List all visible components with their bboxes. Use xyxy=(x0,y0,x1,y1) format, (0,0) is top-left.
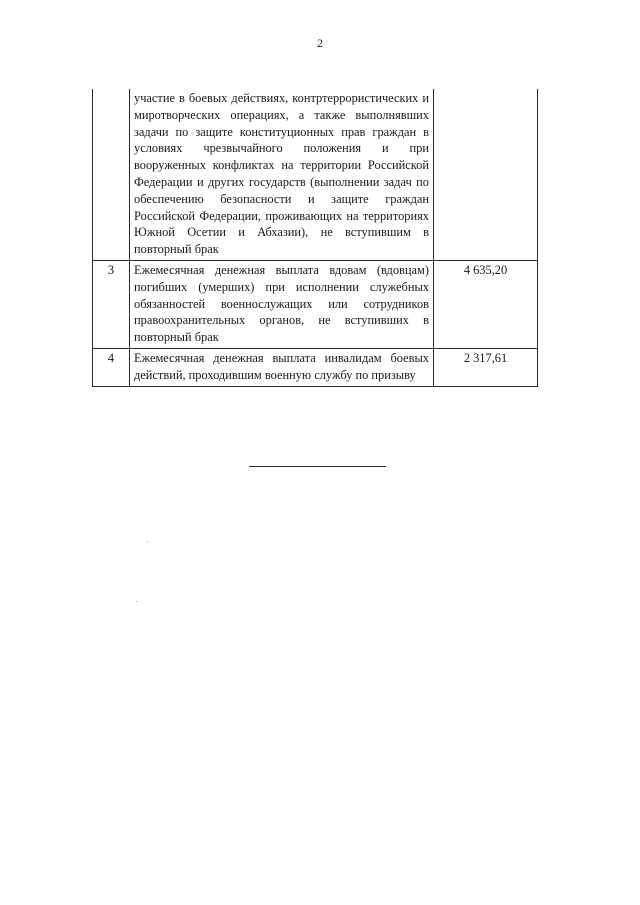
page-number: 2 xyxy=(317,36,323,50)
row-number-cell xyxy=(93,89,130,260)
row-number-cell: 4 xyxy=(93,348,130,386)
table-row xyxy=(93,89,538,260)
row-number-cell: 3 xyxy=(93,260,130,348)
table-row xyxy=(93,260,538,348)
row-description-cell: Ежемесячная денежная выплата вдовам (вдовцам) погибших (умерших) при исполнении служебных обязанностей военнослужащих или сотрудников правоохранительных органов, не вступивших в повторный брак xyxy=(130,260,434,348)
row-amount-cell xyxy=(434,89,538,260)
benefits-table xyxy=(92,89,538,387)
scan-speck xyxy=(147,541,148,542)
table-row xyxy=(93,348,538,386)
row-amount-cell: 4 635,20 xyxy=(434,260,538,348)
row-amount-cell: 2 317,61 xyxy=(434,348,538,386)
scan-speck xyxy=(136,601,137,602)
row-description-cell: Ежемесячная денежная выплата инвалидам боевых действий, проходившим военную службу по призыву xyxy=(130,348,434,386)
end-of-document-rule xyxy=(249,466,386,467)
row-description-cell: участие в боевых действиях, контртеррористических и миротворческих операциях, а также выполнявших задачи по защите конституционных прав граждан в условиях чрезвычайного положения и при вооруженных конфликтах на территории Российской Федерации и других государств (выполнении задач по обеспечению безопасности и защите граждан Российской Федерации, проживающих на территориях Южной Осетии и Абхазии), не вступившим в повторный брак xyxy=(130,89,434,260)
